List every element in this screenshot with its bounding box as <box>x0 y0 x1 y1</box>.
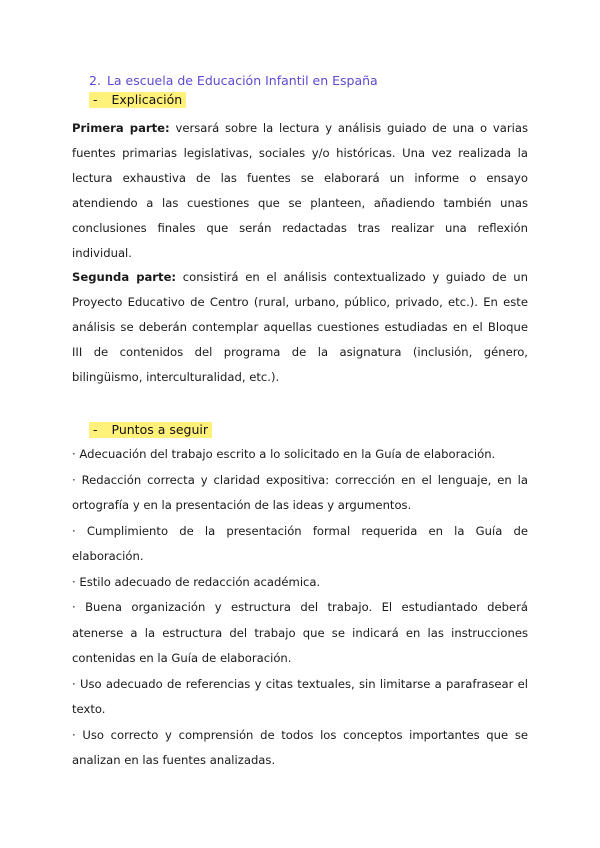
subheading-dash: - <box>93 92 98 107</box>
paragraph-primera-parte <box>72 116 528 266</box>
subheading-label: Explicación <box>111 92 183 107</box>
list-item: · Redacción correcta y claridad expositiva: corrección en el lenguaje, en la ortografía y en la presentación de las ideas y argumentos. <box>72 472 528 512</box>
list-item: · Cumplimiento de la presentación formal requerida en la Guía de elaboración. <box>72 523 528 563</box>
paragraph-segunda-parte <box>72 265 528 390</box>
list-item: · Adecuación del trabajo escrito a lo solicitado en la Guía de elaboración. <box>72 447 496 461</box>
section-title: La escuela de Educación Infantil en España <box>106 73 378 88</box>
list-item: · Buena organización y estructura del trabajo. El estudiantado deberá atenerse a la estructura del trabajo que se indicará en las instrucciones contenidas en la Guía de elaboración. <box>72 600 528 665</box>
points-list <box>72 442 528 774</box>
section-heading <box>89 73 378 88</box>
subheading-puntos <box>89 422 212 438</box>
subheading-dash: - <box>93 422 98 437</box>
primera-parte-text: versará sobre la lectura y análisis guiado de una o varias fuentes primarias legislativas, sociales y/o históricas. Una vez realizada la lectura exhaustiva de las fuentes se elaborará un informe o ensayo atendiendo a las cuestiones que se planteen, añadiendo también unas conclusiones finales que serán redactadas tras realizar una reflexión individual. <box>72 121 529 260</box>
segunda-parte-text: consistirá en el análisis contextualizado y guiado de un Proyecto Educativo de Centro (rural, urbano, público, privado, etc.). En este análisis se deberán contemplar aquellas cuestiones estudiadas en el Bloque III de contenidos del programa de la asignatura (inclusión, género, bilingüismo, interculturalidad, etc.). <box>72 270 528 384</box>
primera-parte-label: Primera parte: <box>72 121 170 135</box>
segunda-parte-label: Segunda parte: <box>72 270 177 284</box>
list-item: · Uso correcto y comprensión de todos los conceptos importantes que se analizan en las fuentes analizadas. <box>72 727 528 767</box>
subheading-explicacion <box>89 92 186 108</box>
subheading-label: Puntos a seguir <box>111 422 209 437</box>
list-item: · Uso adecuado de referencias y citas textuales, sin limitarse a parafrasear el texto. <box>72 676 528 716</box>
section-number: 2. <box>89 73 101 88</box>
list-item: · Estilo adecuado de redacción académica. <box>72 574 321 589</box>
